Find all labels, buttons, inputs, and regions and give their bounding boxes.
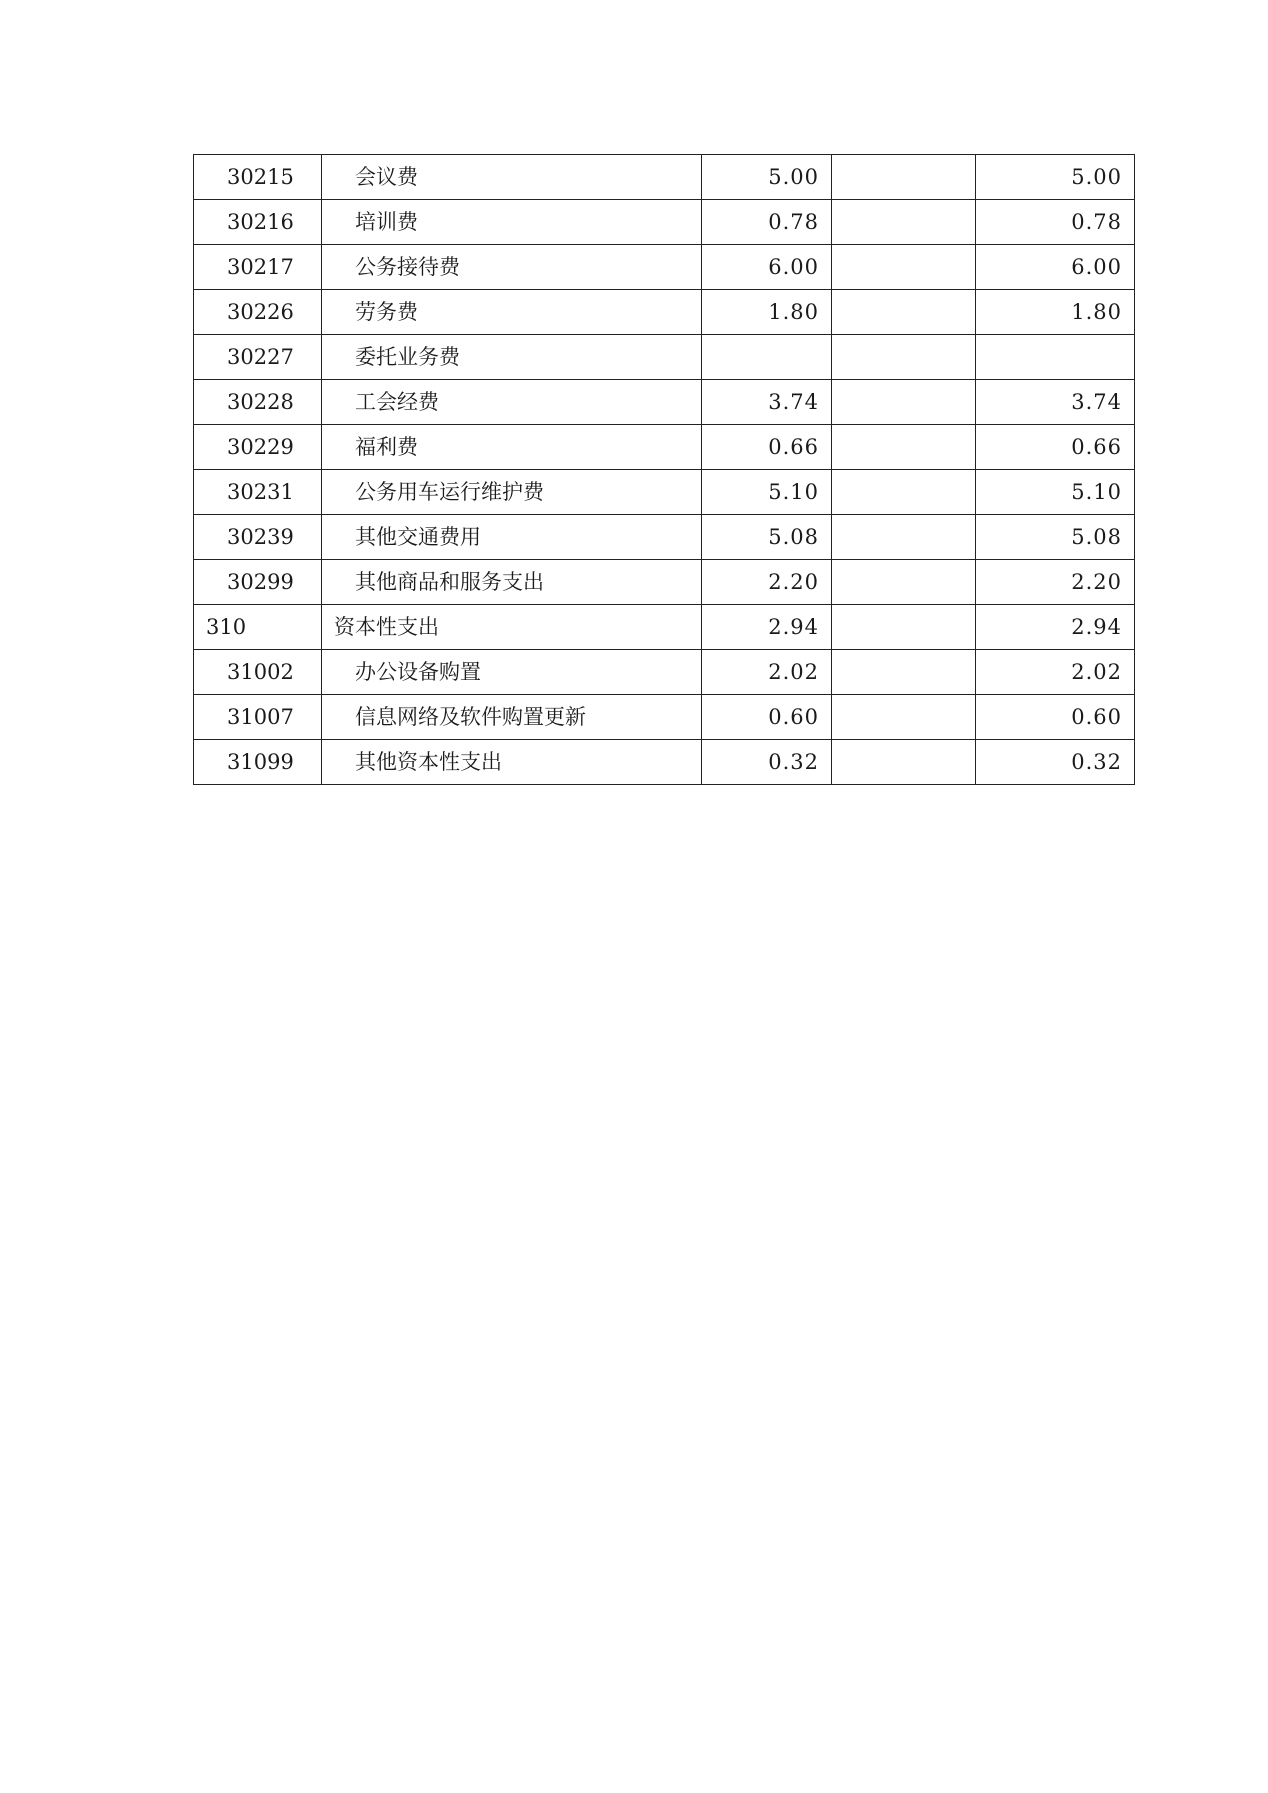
total-amount-cell: 1.80 (702, 290, 832, 335)
basic-expenditure-cell (832, 425, 976, 470)
account-name-cell: 其他资本性支出 (322, 740, 702, 785)
project-expenditure-cell: 2.20 (976, 560, 1135, 605)
project-expenditure-cell: 0.78 (976, 200, 1135, 245)
account-code-cell: 30216 (194, 200, 322, 245)
basic-expenditure-cell (832, 200, 976, 245)
table-row (194, 290, 1135, 335)
table-row (194, 740, 1135, 785)
project-expenditure-cell: 0.32 (976, 740, 1135, 785)
project-expenditure-cell: 3.74 (976, 380, 1135, 425)
total-amount-cell: 5.08 (702, 515, 832, 560)
account-code-cell: 31099 (194, 740, 322, 785)
account-code-cell: 30231 (194, 470, 322, 515)
account-name-cell: 其他商品和服务支出 (322, 560, 702, 605)
account-code-cell: 30228 (194, 380, 322, 425)
account-name-cell: 资本性支出 (322, 605, 702, 650)
account-name-cell: 会议费 (322, 155, 702, 200)
total-amount-cell: 5.10 (702, 470, 832, 515)
table-row (194, 155, 1135, 200)
basic-expenditure-cell (832, 290, 976, 335)
basic-expenditure-cell (832, 740, 976, 785)
basic-expenditure-cell (832, 650, 976, 695)
basic-expenditure-cell (832, 605, 976, 650)
project-expenditure-cell: 0.66 (976, 425, 1135, 470)
table-row (194, 380, 1135, 425)
project-expenditure-cell: 1.80 (976, 290, 1135, 335)
total-amount-cell: 2.94 (702, 605, 832, 650)
total-amount-cell: 0.78 (702, 200, 832, 245)
account-name-cell: 公务用车运行维护费 (322, 470, 702, 515)
account-name-cell: 工会经费 (322, 380, 702, 425)
account-code-cell: 310 (194, 605, 322, 650)
account-code-cell: 30299 (194, 560, 322, 605)
basic-expenditure-cell (832, 695, 976, 740)
project-expenditure-cell: 6.00 (976, 245, 1135, 290)
account-code-cell: 30227 (194, 335, 322, 380)
account-name-cell: 劳务费 (322, 290, 702, 335)
expenditure-table-body (194, 155, 1135, 785)
total-amount-cell: 0.60 (702, 695, 832, 740)
project-expenditure-cell: 5.00 (976, 155, 1135, 200)
basic-expenditure-cell (832, 470, 976, 515)
project-expenditure-cell: 2.94 (976, 605, 1135, 650)
account-code-cell: 30217 (194, 245, 322, 290)
table-row (194, 650, 1135, 695)
table-row (194, 560, 1135, 605)
account-name-cell: 其他交通费用 (322, 515, 702, 560)
basic-expenditure-cell (832, 560, 976, 605)
account-code-cell: 30215 (194, 155, 322, 200)
basic-expenditure-cell (832, 245, 976, 290)
table-row (194, 470, 1135, 515)
total-amount-cell: 2.20 (702, 560, 832, 605)
table-row (194, 200, 1135, 245)
project-expenditure-cell: 5.10 (976, 470, 1135, 515)
table-row (194, 605, 1135, 650)
account-name-cell: 信息网络及软件购置更新 (322, 695, 702, 740)
table-row (194, 515, 1135, 560)
account-code-cell: 31002 (194, 650, 322, 695)
account-name-cell: 公务接待费 (322, 245, 702, 290)
total-amount-cell: 0.32 (702, 740, 832, 785)
account-name-cell: 培训费 (322, 200, 702, 245)
project-expenditure-cell: 2.02 (976, 650, 1135, 695)
account-code-cell: 30226 (194, 290, 322, 335)
total-amount-cell: 0.66 (702, 425, 832, 470)
total-amount-cell: 2.02 (702, 650, 832, 695)
total-amount-cell: 3.74 (702, 380, 832, 425)
account-code-cell: 31007 (194, 695, 322, 740)
table-row (194, 695, 1135, 740)
basic-expenditure-cell (832, 515, 976, 560)
basic-expenditure-cell (832, 335, 976, 380)
total-amount-cell (702, 335, 832, 380)
table-row (194, 245, 1135, 290)
account-code-cell: 30239 (194, 515, 322, 560)
project-expenditure-cell (976, 335, 1135, 380)
basic-expenditure-cell (832, 155, 976, 200)
total-amount-cell: 6.00 (702, 245, 832, 290)
account-name-cell: 办公设备购置 (322, 650, 702, 695)
expenditure-table (193, 154, 1135, 785)
basic-expenditure-cell (832, 380, 976, 425)
total-amount-cell: 5.00 (702, 155, 832, 200)
project-expenditure-cell: 0.60 (976, 695, 1135, 740)
account-name-cell: 委托业务费 (322, 335, 702, 380)
table-row (194, 425, 1135, 470)
account-name-cell: 福利费 (322, 425, 702, 470)
table-row (194, 335, 1135, 380)
project-expenditure-cell: 5.08 (976, 515, 1135, 560)
account-code-cell: 30229 (194, 425, 322, 470)
